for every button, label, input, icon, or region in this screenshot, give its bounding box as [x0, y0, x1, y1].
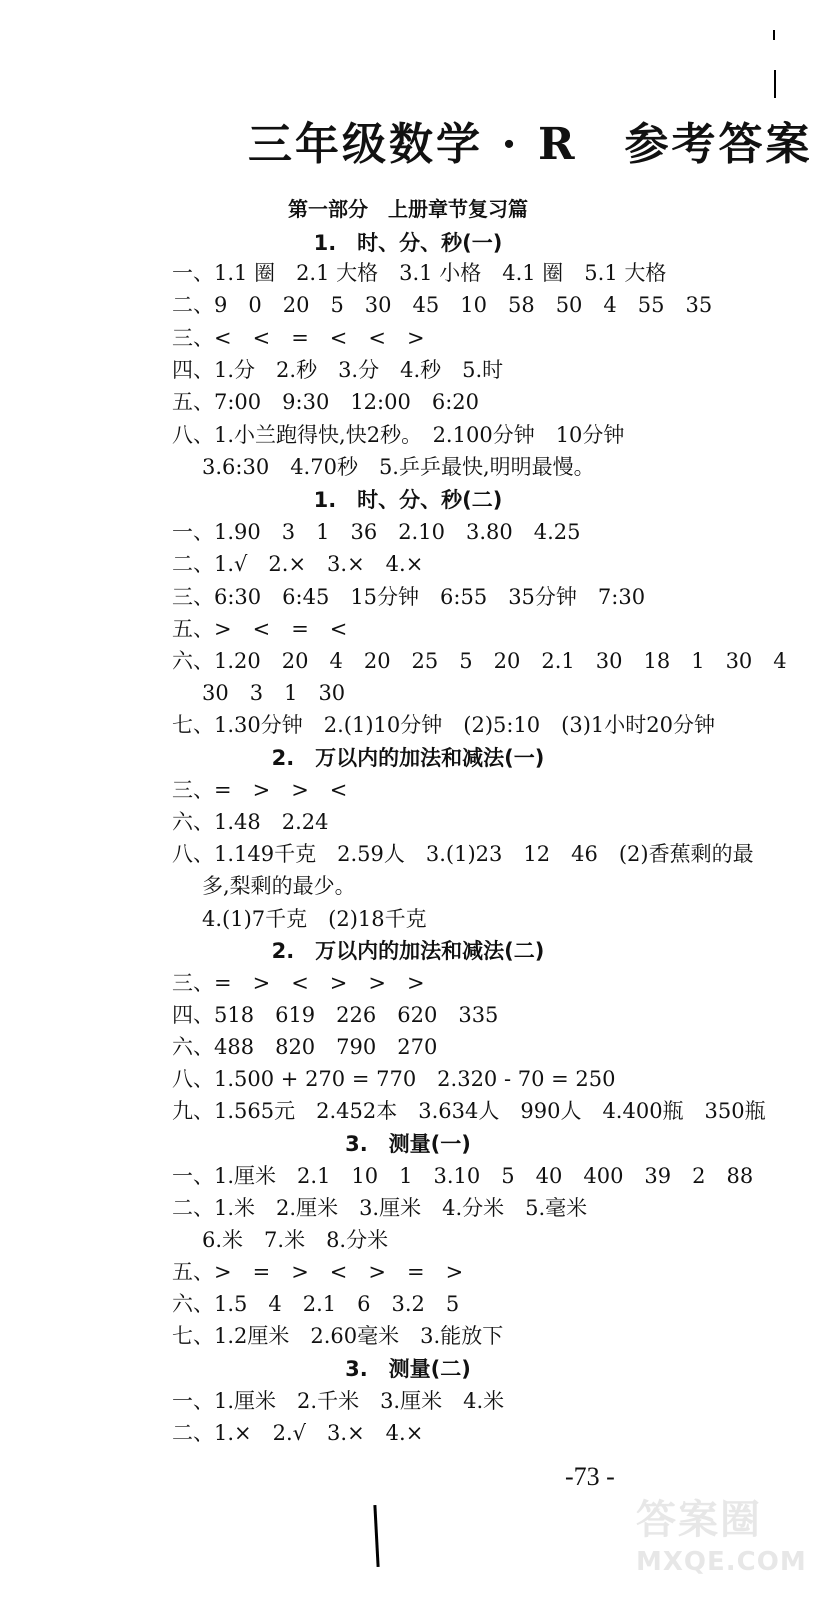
section-heading-time-2: 1. 时、分、秒(二): [313, 488, 503, 512]
answer-line: 一、1.厘米 2.1 10 1 3.10 5 40 400 39 2 88: [172, 1164, 754, 1188]
answer-line: 六、488 820 790 270: [172, 1035, 438, 1059]
scan-mark: [373, 1505, 379, 1567]
answer-line: 四、1.分 2.秒 3.分 4.秒 5.时: [172, 358, 504, 382]
answer-line: 一、1.1 圈 2.1 大格 3.1 小格 4.1 圈 5.1 大格: [172, 261, 667, 285]
scan-mark: [774, 70, 776, 98]
answer-line: 八、1.500 + 270 = 770 2.320 - 70 = 250: [172, 1067, 616, 1091]
answer-line-continued: 3.6:30 4.70秒 5.乒乒最快,明明最慢。: [202, 455, 595, 479]
answer-line: 四、518 619 226 620 335: [172, 1003, 499, 1027]
answer-line-continued: 4.(1)7千克 (2)18千克: [202, 907, 427, 931]
watermark-url: MXQE.COM: [636, 1547, 807, 1577]
answer-line-continued: 6.米 7.米 8.分米: [202, 1228, 389, 1252]
answer-line: 二、9 0 20 5 30 45 10 58 50 4 55 35: [172, 293, 713, 317]
section-heading-addsub-2: 2. 万以内的加法和减法(二): [271, 939, 545, 963]
section-heading-addsub-1: 2. 万以内的加法和减法(一): [271, 746, 545, 770]
answer-line-continued: 多,梨剩的最少。: [202, 874, 356, 898]
section-heading-time-1: 1. 时、分、秒(一): [313, 231, 503, 255]
answer-line: 一、1.90 3 1 36 2.10 3.80 4.25: [172, 520, 581, 544]
watermark-logo-text: 答案圈: [636, 1497, 762, 1543]
answer-line: 六、1.20 20 4 20 25 5 20 2.1 30 18 1 30 4: [172, 649, 787, 673]
answer-line: 三、= > > <: [172, 778, 348, 802]
answer-line: 二、1.√ 2.× 3.× 4.×: [172, 552, 424, 576]
answer-line: 二、1.× 2.√ 3.× 4.×: [172, 1421, 424, 1445]
part-heading: 第一部分 上册章节复习篇: [288, 197, 528, 221]
answer-line: 九、1.565元 2.452本 3.634人 990人 4.400瓶 350瓶: [172, 1099, 766, 1123]
watermark: [636, 1488, 807, 1592]
answer-line: 八、1.149千克 2.59人 3.(1)23 12 46 (2)香蕉剩的最: [172, 842, 754, 866]
page-number: -73 -: [565, 1462, 615, 1491]
answer-line: 五、7:00 9:30 12:00 6:20: [172, 390, 479, 414]
answer-line: 六、1.5 4 2.1 6 3.2 5: [172, 1292, 460, 1316]
page-title: 三年级数学 · R 参考答案: [248, 119, 813, 170]
section-heading-measure-2: 3. 测量(二): [345, 1357, 471, 1381]
answer-line: 三、< < = < < >: [172, 326, 425, 350]
answer-line: 三、6:30 6:45 15分钟 6:55 35分钟 7:30: [172, 585, 646, 609]
answer-line: 五、> < = <: [172, 617, 348, 641]
scan-mark: [773, 30, 775, 40]
answer-line: 二、1.米 2.厘米 3.厘米 4.分米 5.毫米: [172, 1196, 588, 1220]
answer-line: 六、1.48 2.24: [172, 810, 329, 834]
answer-line: 三、= > < > > >: [172, 971, 425, 995]
answer-line: 五、> = > < > = >: [172, 1260, 464, 1284]
answer-line: 一、1.厘米 2.千米 3.厘米 4.米: [172, 1389, 505, 1413]
answer-line: 八、1.小兰跑得快,快2秒。 2.100分钟 10分钟: [172, 423, 625, 447]
answer-line-continued: 30 3 1 30: [202, 681, 346, 705]
answer-line: 七、1.30分钟 2.(1)10分钟 (2)5:10 (3)1小时20分钟: [172, 713, 715, 737]
section-heading-measure-1: 3. 测量(一): [345, 1132, 471, 1156]
answer-line: 七、1.2厘米 2.60毫米 3.能放下: [172, 1324, 504, 1348]
